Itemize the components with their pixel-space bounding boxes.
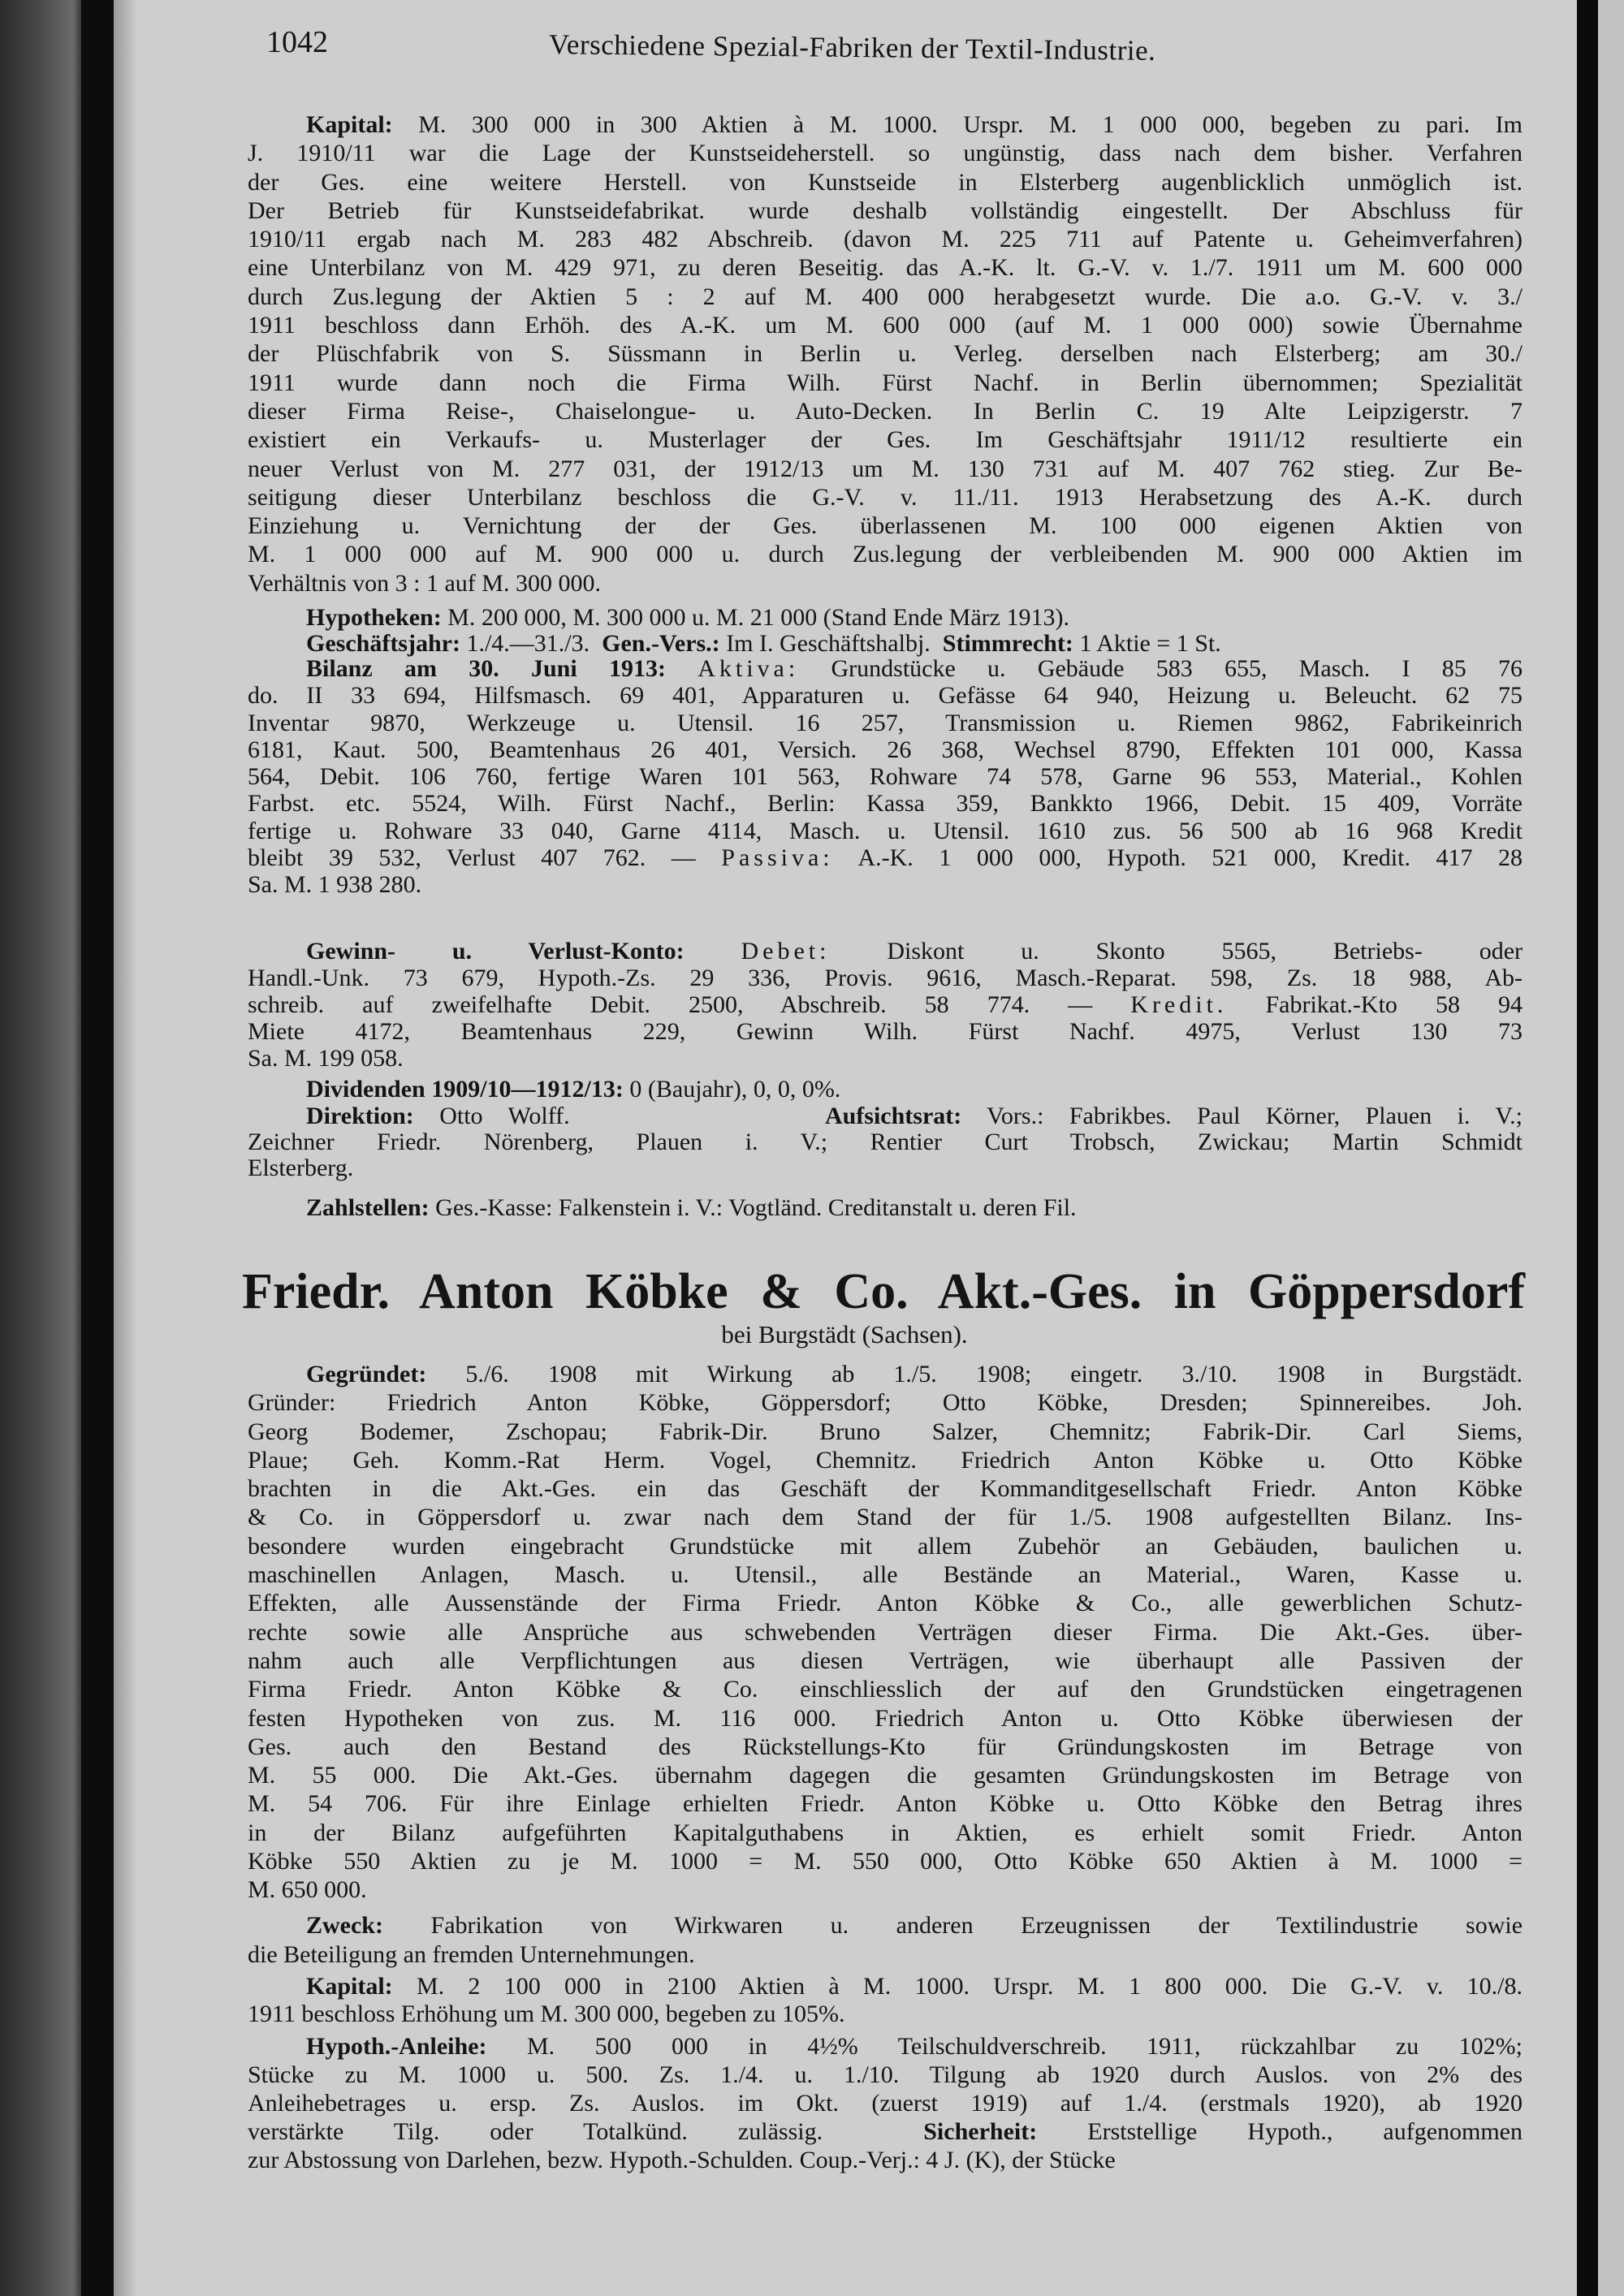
text-segment: M. 54 706. Für ihre Einlage erhielten Friedr. Anton Köbke u. Otto Köbke den Betrag ihres bbox=[248, 1790, 1522, 1818]
text-segment: schreib. auf zweifelhafte Debit. 2500, Abschreib. 58 774. — bbox=[248, 991, 1131, 1018]
text-segment: brachten in die Akt.-Ges. ein das Geschäft der Kommanditgesellschaft Friedr. Anton Köbke bbox=[248, 1475, 1522, 1503]
text-segment: Farbst. etc. 5524, Wilh. Fürst Nachf., Berlin: Kassa 359, Bankkto 1966, Debit. 15 409, Vorräte bbox=[248, 790, 1522, 818]
text-line bbox=[248, 1819, 1522, 1847]
book-binding-shadow bbox=[81, 0, 114, 2296]
text-segment: neuer Verlust von M. 277 031, der 1912/13 um M. 130 731 auf M. 407 762 stieg. Zur Be- bbox=[248, 455, 1522, 482]
company-location-subtitle: bei Burgstädt (Sachsen). bbox=[721, 1320, 968, 1349]
text-line bbox=[248, 1911, 1522, 1940]
text-segment: Firma Friedr. Anton Köbke & Co. einschliesslich der auf den Grundstücken eingetragenen bbox=[248, 1676, 1522, 1703]
text-line bbox=[248, 1560, 1522, 1589]
text-segment: 1911 beschloss Erhöhung um M. 300 000, begeben zu 105%. bbox=[248, 2000, 845, 2027]
text-line bbox=[248, 1388, 1522, 1417]
text-line bbox=[248, 655, 1522, 682]
section-dividenden-1909-10-1912-13 bbox=[248, 1077, 1522, 1103]
text-segment: zur Abstossung von Darlehen, bezw. Hypoth.-Schulden. Coup.-Verj.: 4 J. (K), der Stücke bbox=[248, 2147, 1116, 2173]
text-line bbox=[248, 540, 1522, 568]
text-line bbox=[248, 110, 1522, 139]
text-segment: Plaue; Geh. Komm.-Rat Herm. Vogel, Chemnitz. Friedrich Anton Köbke u. Otto Köbke bbox=[248, 1446, 1522, 1474]
text-line bbox=[248, 339, 1522, 368]
text-line bbox=[248, 283, 1522, 311]
text-segment: eine Unterbilanz von M. 429 971, zu deren Beseitig. das A.-K. lt. G.-V. v. 1./7. 1911 um M. 600 000 bbox=[248, 254, 1522, 282]
text-segment: 1911 beschloss dann Erhöh. des A.-K. um M. 600 000 (auf M. 1 000 000) sowie Übernahme bbox=[248, 312, 1522, 339]
text-line bbox=[248, 511, 1522, 540]
text-line bbox=[248, 1418, 1522, 1446]
text-line bbox=[248, 1875, 1522, 1904]
section-zweck bbox=[248, 1911, 1522, 1970]
text-line bbox=[248, 710, 1522, 736]
text-line bbox=[248, 736, 1522, 763]
text-segment: seitigung dieser Unterbilanz beschloss die G.-V. v. 11./11. 1913 Herabsetzung des A.-K. durch bbox=[248, 483, 1522, 511]
text-line bbox=[248, 253, 1522, 282]
scan-right-border bbox=[1577, 0, 1598, 2296]
text-line bbox=[248, 604, 1522, 631]
text-segment: Fabrikation von Wirkwaren u. anderen Erzeugnissen der Textilindustrie sowie bbox=[430, 1912, 1522, 1939]
section-hypoth-anleihe bbox=[248, 2032, 1522, 2174]
text-line bbox=[248, 311, 1522, 339]
text-line bbox=[248, 1675, 1522, 1703]
section-label: Zahlstellen: bbox=[306, 1194, 430, 1221]
text-line bbox=[248, 1733, 1522, 1761]
scan-right-margin bbox=[1598, 0, 1624, 2296]
text-line bbox=[248, 965, 1522, 991]
text-segment: 1910/11 ergab nach M. 283 482 Abschreib. (davon M. 225 711 auf Patente u. Geheimverfahren) bbox=[248, 226, 1522, 253]
text-segment: Georg Bodemer, Zschopau; Fabrik-Dir. Bruno Salzer, Chemnitz; Fabrik-Dir. Carl Siems, bbox=[248, 1418, 1522, 1445]
text-line bbox=[248, 1360, 1522, 1388]
text-line bbox=[248, 1789, 1522, 1818]
text-line bbox=[248, 2061, 1522, 2089]
section-label: Gegründet: bbox=[306, 1361, 427, 1388]
inline-label: Aufsichtsrat: bbox=[824, 1103, 962, 1129]
text-segment: dieser Firma Reise-, Chaiselongue- u. Auto-Decken. In Berlin C. 19 Alte Leipzigerstr. 7 bbox=[248, 397, 1522, 425]
text-line bbox=[248, 397, 1522, 425]
text-line bbox=[248, 1018, 1522, 1045]
running-title: Verschiedene Spezial-Fabriken der Textil-Industrie. bbox=[548, 28, 1156, 67]
section-label: Kapital: bbox=[306, 111, 393, 138]
text-line bbox=[248, 1446, 1522, 1474]
text-line bbox=[248, 763, 1522, 790]
section-gewinn-u-verlust-konto bbox=[248, 938, 1522, 1072]
text-line bbox=[248, 1761, 1522, 1789]
text-segment: Sa. M. 1 938 280. bbox=[248, 871, 422, 899]
text-segment: M. 200 000, M. 300 000 u. M. 21 000 (Stand Ende März 1913). bbox=[447, 604, 1069, 631]
text-segment: 5./6. 1908 mit Wirkung ab 1./5. 1908; eingetr. 3./10. 1908 in Burgstädt. bbox=[465, 1361, 1522, 1388]
text-segment: fertige u. Rohware 33 040, Garne 4114, Masch. u. Utensil. 1610 zus. 56 500 ab 16 968 Kredit bbox=[248, 817, 1522, 844]
text-segment: do. II 33 694, Hilfsmasch. 69 401, Apparaturen u. Gefässe 64 940, Heizung u. Beleucht. 62 75 bbox=[248, 682, 1522, 710]
spaced-heading: Aktiva: bbox=[698, 655, 800, 682]
text-line bbox=[248, 2146, 1522, 2174]
section-kapital bbox=[248, 110, 1522, 598]
text-segment: Erststellige Hypoth., aufgenommen bbox=[1037, 2118, 1522, 2145]
text-segment: 1./4.—31./3. bbox=[466, 630, 603, 657]
text-line bbox=[248, 1532, 1522, 1560]
text-segment: Der Betrieb für Kunstseidefabrikat. wurde deshalb vollständig eingestellt. Der Abschluss für bbox=[248, 196, 1522, 224]
text-segment: Inventar 9870, Werkzeuge u. Utensil. 16 257, Transmission u. Riemen 9862, Fabrikeinrich bbox=[248, 709, 1522, 736]
text-segment: 1911 wurde dann noch die Firma Wilh. Fürst Nachf. in Berlin übernommen; Spezialität bbox=[248, 369, 1522, 396]
text-segment: M. 300 000 in 300 Aktien à M. 1000. Urspr. M. 1 000 000, begeben zu pari. Im bbox=[418, 111, 1522, 138]
inline-label: Sicherheit: bbox=[923, 2118, 1038, 2145]
text-line bbox=[248, 1077, 1522, 1103]
section-gegründet bbox=[248, 1360, 1522, 1905]
text-line bbox=[248, 682, 1522, 709]
page-gutter bbox=[114, 0, 138, 2296]
text-line bbox=[248, 425, 1522, 454]
text-line bbox=[248, 2117, 1522, 2146]
text-segment: existiert ein Verkaufs- u. Musterlager der Ges. Im Geschäftsjahr 1911/12 resultierte ein bbox=[248, 426, 1522, 454]
text-line bbox=[248, 2089, 1522, 2117]
spaced-heading: Kredit. bbox=[1130, 991, 1228, 1018]
text-segment: Zeichner Friedr. Nörenberg, Plauen i. V.; Rentier Curt Trobsch, Zwickau; Martin Schmidt bbox=[248, 1129, 1522, 1155]
text-line bbox=[248, 790, 1522, 817]
text-segment: Ges.-Kasse: Falkenstein i. V.: Vogtländ. Creditanstalt u. deren Fil. bbox=[435, 1194, 1077, 1221]
section-label: Hypoth.-Anleihe: bbox=[306, 2033, 487, 2060]
text-segment: Gründer: Friedrich Anton Köbke, Göppersdorf; Otto Köbke, Dresden; Spinnereibes. Joh. bbox=[248, 1389, 1522, 1417]
text-line bbox=[248, 483, 1522, 511]
text-segment: maschinellen Anlagen, Masch. u. Utensil., alle Bestände an Material., Waren, Kasse u. bbox=[248, 1561, 1522, 1589]
text-segment: 0 (Baujahr), 0, 0, 0%. bbox=[629, 1077, 841, 1103]
text-line bbox=[248, 1646, 1522, 1675]
text-segment: besondere wurden eingebracht Grundstücke mit allem Zubehör an Gebäuden, baulichen u. bbox=[248, 1532, 1522, 1560]
section-hypotheken bbox=[248, 604, 1522, 631]
text-segment: bleibt 39 532, Verlust 407 762. — bbox=[248, 844, 722, 872]
text-line bbox=[248, 871, 1522, 898]
inline-label: Gen.-Vers.: bbox=[602, 630, 720, 657]
text-segment: Vors.: Fabrikbes. Paul Körner, Plauen i. V.; bbox=[961, 1103, 1522, 1129]
text-segment: Fabrikat.-Kto 58 94 bbox=[1227, 991, 1522, 1018]
text-segment: 6181, Kaut. 500, Beamtenhaus 26 401, Versich. 26 368, Wechsel 8790, Effekten 101 000, Kassa bbox=[248, 736, 1522, 763]
text-segment: der Plüschfabrik von S. Süssmann in Berlin u. Verleg. derselben nach Elsterberg; am 30./ bbox=[248, 340, 1522, 368]
text-line bbox=[248, 818, 1522, 844]
text-segment: M. 1 000 000 auf M. 900 000 u. durch Zus.legung der verbleibenden M. 900 000 Aktien im bbox=[248, 541, 1522, 568]
text-segment: J. 1910/11 war die Lage der Kunstseideherstell. so ungünstig, dass nach dem bisher. Verfahren bbox=[248, 140, 1522, 167]
spaced-heading: Debet: bbox=[741, 938, 831, 965]
section-label: Bilanz am 30. Juni 1913: bbox=[306, 655, 666, 682]
text-line bbox=[248, 991, 1522, 1018]
text-segment: durch Zus.legung der Aktien 5 : 2 auf M. 400 000 herabgesetzt wurde. Die a.o. G.-V. v. 3./ bbox=[248, 283, 1522, 310]
text-segment: der Ges. eine weitere Herstell. von Kunstseide in Elsterberg augenblicklich unmöglich ist. bbox=[248, 168, 1522, 196]
text-segment: M. 650 000. bbox=[248, 1876, 367, 1904]
page-number: 1042 bbox=[266, 25, 328, 59]
section-label: Zweck: bbox=[306, 1912, 383, 1939]
text-segment: Sa. M. 199 058. bbox=[248, 1045, 404, 1072]
text-line bbox=[248, 1973, 1522, 2000]
text-line bbox=[248, 844, 1522, 871]
text-line bbox=[248, 1129, 1522, 1155]
text-segment: 564, Debit. 106 760, fertige Waren 101 563, Rohware 74 578, Garne 96 553, Material., Kohlen bbox=[248, 763, 1522, 791]
text-segment: Grundstücke u. Gebäude 583 655, Masch. I 85 76 bbox=[799, 655, 1522, 682]
text-segment: Miete 4172, Beamtenhaus 229, Gewinn Wilh. Fürst Nachf. 4975, Verlust 130 73 bbox=[248, 1018, 1522, 1045]
inline-label: Stimmrecht: bbox=[942, 630, 1073, 657]
text-line bbox=[248, 139, 1522, 167]
text-segment: M. 500 000 in 4½% Teilschuldverschreib. 1911, rückzahlbar zu 102%; bbox=[526, 2033, 1522, 2060]
text-line bbox=[248, 569, 1522, 598]
text-segment: & Co. in Göppersdorf u. zwar nach dem Stand der für 1./5. 1908 aufgestellten Bilanz. Ins- bbox=[248, 1504, 1522, 1531]
text-line bbox=[248, 225, 1522, 253]
text-line bbox=[248, 1474, 1522, 1503]
text-line bbox=[248, 1103, 1522, 1129]
text-line bbox=[248, 1618, 1522, 1646]
text-segment: Effekten, alle Aussenstände der Firma Friedr. Anton Köbke & Co., alle gewerblichen Schutz- bbox=[248, 1590, 1522, 1617]
scan-left-edge bbox=[0, 0, 81, 2296]
text-line bbox=[248, 1704, 1522, 1733]
text-segment: Anleihebetrages u. ersp. Zs. Auslos. im Okt. (zuerst 1919) auf 1./4. (erstmals 1920), ab 1920 bbox=[248, 2090, 1522, 2117]
text-line bbox=[248, 1155, 1522, 1181]
section-label: Dividenden 1909/10—1912/13: bbox=[306, 1077, 624, 1103]
section-direktion bbox=[248, 1103, 1522, 1181]
section-bilanz-am-30-juni-1913 bbox=[248, 655, 1522, 899]
text-line bbox=[248, 1940, 1522, 1970]
section-label: Gewinn- u. Verlust-Konto: bbox=[306, 938, 685, 965]
text-segment: Otto Wolff. bbox=[439, 1103, 825, 1129]
text-segment: Ges. auch den Bestand des Rückstellungs-Kto für Gründungskosten im Betrage von bbox=[248, 1733, 1522, 1760]
section-label: Direktion: bbox=[306, 1103, 414, 1129]
text-line bbox=[248, 1503, 1522, 1531]
text-segment: Handl.-Unk. 73 679, Hypoth.-Zs. 29 336, Provis. 9616, Masch.-Reparat. 598, Zs. 18 988, Ab- bbox=[248, 965, 1522, 991]
text-line bbox=[248, 630, 1522, 657]
text-segment: Stücke zu M. 1000 u. 500. Zs. 1./4. u. 1./10. Tilgung ab 1920 durch Auslos. von 2% des bbox=[248, 2061, 1522, 2088]
text-segment: 1 Aktie = 1 St. bbox=[1073, 630, 1221, 657]
text-segment: M. 55 000. Die Akt.-Ges. übernahm dagegen die gesamten Gründungskosten im Betrage von bbox=[248, 1762, 1522, 1789]
section-zahlstellen bbox=[248, 1194, 1522, 1221]
text-segment: Köbke 550 Aktien zu je M. 1000 = M. 550 000, Otto Köbke 650 Aktien à M. 1000 = bbox=[248, 1848, 1522, 1875]
text-segment: Verhältnis von 3 : 1 auf M. 300 000. bbox=[248, 569, 601, 597]
text-segment: M. 2 100 000 in 2100 Aktien à M. 1000. Urspr. M. 1 800 000. Die G.-V. v. 10./8. bbox=[416, 1973, 1522, 2000]
text-line bbox=[248, 1045, 1522, 1072]
text-line bbox=[248, 168, 1522, 196]
text-segment: rechte sowie alle Ansprüche aus schwebenden Verträgen dieser Firma. Die Akt.-Ges. über- bbox=[248, 1618, 1522, 1646]
text-segment: in der Bilanz aufgeführten Kapitalguthabens in Aktien, es erhielt somit Friedr. Anton bbox=[248, 1819, 1522, 1846]
text-segment: Im I. Geschäftshalbj. bbox=[719, 630, 943, 657]
text-segment: Elsterberg. bbox=[248, 1155, 354, 1181]
text-line bbox=[248, 196, 1522, 225]
text-line bbox=[248, 1194, 1522, 1221]
section-label: Kapital: bbox=[306, 1973, 393, 2000]
company-title: Friedr. Anton Köbke & Co. Akt.-Ges. in Göppersdorf bbox=[242, 1264, 1525, 1319]
text-segment: die Beteiligung an fremden Unternehmungen. bbox=[248, 1941, 695, 1968]
text-line bbox=[248, 938, 1522, 965]
section-geschäftsjahr bbox=[248, 630, 1522, 657]
text-line bbox=[248, 2000, 1522, 2028]
text-line bbox=[248, 1589, 1522, 1617]
text-segment: festen Hypotheken von zus. M. 116 000. Friedrich Anton u. Otto Köbke überwiesen der bbox=[248, 1704, 1522, 1732]
spaced-heading: Passiva: bbox=[721, 844, 834, 872]
text-line bbox=[248, 2032, 1522, 2061]
text-segment: nahm auch alle Verpflichtungen aus diesen Verträgen, wie überhaupt alle Passiven der bbox=[248, 1646, 1522, 1674]
text-line bbox=[248, 369, 1522, 397]
section-label: Geschäftsjahr: bbox=[306, 630, 460, 657]
text-segment: Einziehung u. Vernichtung der der Ges. überlassenen M. 100 000 eigenen Aktien von bbox=[248, 512, 1522, 540]
section-label: Hypotheken: bbox=[306, 604, 442, 631]
text-segment: Diskont u. Skonto 5565, Betriebs- oder bbox=[830, 938, 1522, 965]
text-line bbox=[248, 455, 1522, 483]
text-segment: verstärkte Tilg. oder Totalkünd. zulässig. bbox=[248, 2118, 924, 2145]
section-kapital bbox=[248, 1973, 1522, 2028]
text-segment: A.-K. 1 000 000, Hypoth. 521 000, Kredit. 417 28 bbox=[833, 844, 1522, 872]
text-line bbox=[248, 1847, 1522, 1875]
